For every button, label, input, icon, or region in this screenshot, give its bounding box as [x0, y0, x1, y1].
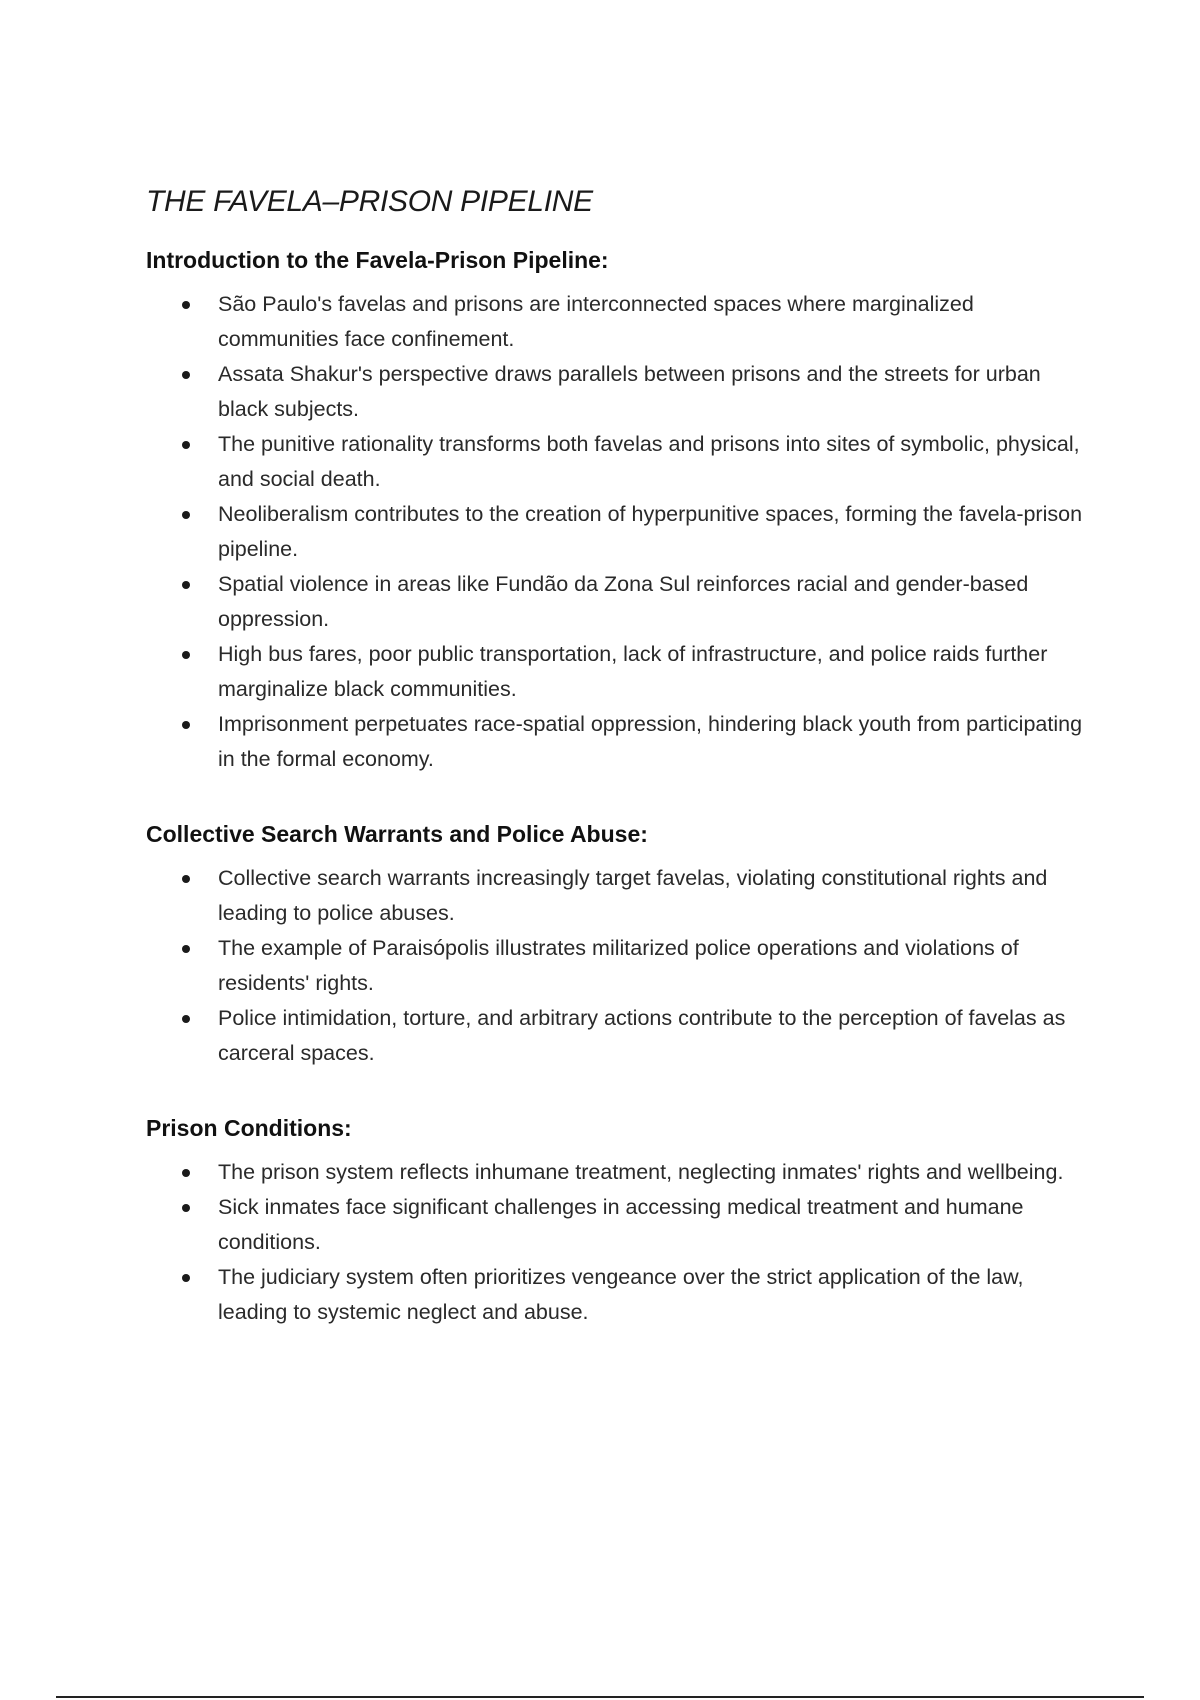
document-title: THE FAVELA–PRISON PIPELINE	[146, 185, 593, 218]
section-heading: Introduction to the Favela-Prison Pipeline:	[146, 247, 609, 273]
bullet-list	[146, 1155, 1096, 1330]
section-heading: Collective Search Warrants and Police Abuse:	[146, 821, 648, 847]
bullet-item: Assata Shakur's perspective draws parallels between prisons and the streets for urban black subjects.	[218, 357, 1096, 427]
bullet-item: High bus fares, poor public transportation, lack of infrastructure, and police raids further marginalize black communities.	[218, 637, 1096, 707]
bullet-item: The prison system reflects inhumane treatment, neglecting inmates' rights and wellbeing.	[218, 1155, 1096, 1190]
footer-divider	[56, 1696, 1144, 1698]
bullet-item: Sick inmates face significant challenges in accessing medical treatment and humane conditions.	[218, 1190, 1096, 1260]
bullet-item: Neoliberalism contributes to the creation of hyperpunitive spaces, forming the favela-prison pipeline.	[218, 497, 1096, 567]
bullet-list	[146, 861, 1096, 1071]
bullet-item: The punitive rationality transforms both favelas and prisons into sites of symbolic, physical, and social death.	[218, 427, 1096, 497]
bullet-item: Collective search warrants increasingly target favelas, violating constitutional rights and leading to police abuses.	[218, 861, 1096, 931]
bullet-item: The judiciary system often prioritizes vengeance over the strict application of the law, leading to systemic neglect and abuse.	[218, 1260, 1096, 1330]
bullet-item: Spatial violence in areas like Fundão da Zona Sul reinforces racial and gender-based oppression.	[218, 567, 1096, 637]
bullet-list	[146, 287, 1096, 777]
section-prison-conditions	[146, 1111, 1096, 1330]
section-introduction	[146, 243, 1096, 777]
bullet-item: The example of Paraisópolis illustrates militarized police operations and violations of residents' rights.	[218, 931, 1096, 1001]
section-heading: Prison Conditions:	[146, 1115, 352, 1141]
bullet-item: São Paulo's favelas and prisons are interconnected spaces where marginalized communities face confinement.	[218, 287, 1096, 357]
section-search-warrants	[146, 817, 1096, 1071]
bullet-item: Imprisonment perpetuates race-spatial oppression, hindering black youth from participating in the formal economy.	[218, 707, 1096, 777]
bullet-item: Police intimidation, torture, and arbitrary actions contribute to the perception of favelas as carceral spaces.	[218, 1001, 1096, 1071]
document-page	[146, 182, 1096, 1370]
